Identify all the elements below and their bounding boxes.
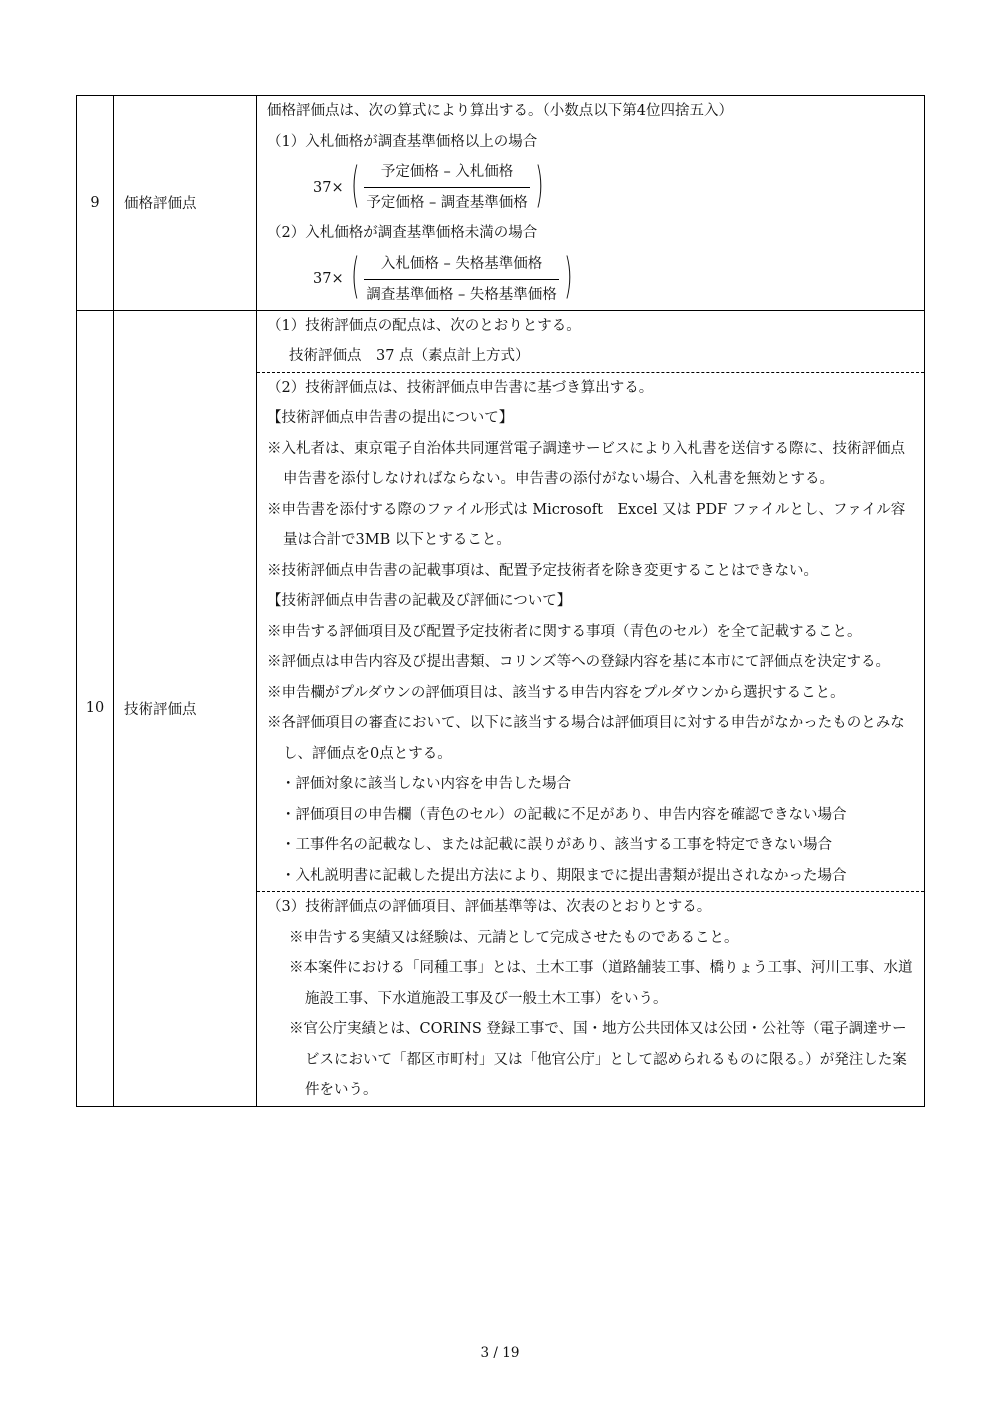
- section-2-head: （2）技術評価点は、技術評価点申告書に基づき算出する。: [267, 379, 654, 396]
- denominator: 調査基準価格 – 失格基準価格: [364, 279, 558, 306]
- section-1: [257, 311, 924, 372]
- page-number: 3 / 19: [480, 1345, 520, 1361]
- evaluation-table: [76, 95, 925, 1107]
- list-item: ※入札者は、東京電子自治体共同運営電子調達サービスにより入札書を送信する際に、技術評価点申告書を添付しなければならない。申告書の添付がない場合、入札書を無効とする。: [267, 440, 905, 487]
- bullet-item: ・評価項目の申告欄（青色のセル）の記載に不足があり、申告内容を確認できない場合: [281, 806, 847, 823]
- bullet-item: ・入札説明書に記載した提出方法により、期限までに提出書類が提出されなかった場合: [281, 867, 847, 884]
- price-intro: 価格評価点は、次の算式により算出する。（小数点以下第4位四捨五入）: [267, 103, 733, 119]
- table-row-price-evaluation: [77, 96, 925, 311]
- right-paren: ): [534, 156, 544, 213]
- list-item: ※官公庁実績とは、CORINS 登録工事で、国・地方公共団体又は公団・公社等（電子調達サービスにおいて「都区市町村」又は「他官公庁」として認められるものに限る。）が発注した案件をいう。: [289, 1021, 907, 1098]
- price-case-1: （1）入札価格が調査基準価格以上の場合: [267, 133, 538, 150]
- section-3-head: （3）技術評価点の評価項目、評価基準等は、次表のとおりとする。: [267, 899, 712, 915]
- list-item: ※技術評価点申告書の記載事項は、配置予定技術者を除き変更することはできない。: [267, 562, 818, 579]
- section-1-line: 技術評価点 37 点（素点計上方式）: [289, 348, 530, 364]
- section-1-head: （1）技術評価点の配点は、次のとおりとする。: [267, 317, 581, 334]
- fraction: [364, 253, 558, 306]
- left-paren: (: [350, 248, 360, 304]
- list-item: ※各評価項目の審査において、以下に該当する場合は評価項目に対する申告がなかったものとみなし、評価点を0点とする。: [267, 715, 905, 762]
- formula-1: [267, 157, 914, 218]
- right-paren: ): [563, 248, 573, 304]
- row-label: 価格評価点: [114, 96, 257, 311]
- bullet-item: ・評価対象に該当しない内容を申告した場合: [281, 776, 571, 792]
- section-2-sub1-title: 【技術評価点申告書の提出について】: [267, 410, 514, 426]
- section-2-sub2-title: 【技術評価点申告書の記載及び評価について】: [267, 593, 572, 609]
- section-2: [257, 372, 924, 892]
- bullet-item: ・工事件名の記載なし、または記載に誤りがあり、該当する工事を特定できない場合: [281, 837, 832, 853]
- formula-coefficient: 37×: [313, 271, 344, 287]
- price-case-2: （2）入札価格が調査基準価格未満の場合: [267, 225, 538, 241]
- formula-coefficient: 37×: [313, 179, 344, 196]
- list-item: ※申告する実績又は経験は、元請として完成させたものであること。: [289, 929, 739, 946]
- numerator: 入札価格 – 失格基準価格: [380, 255, 543, 272]
- row-number: 9: [77, 96, 114, 311]
- fraction: [364, 161, 529, 214]
- row-content: [257, 310, 925, 1106]
- row-label: 技術評価点: [114, 310, 257, 1106]
- list-item: ※申告書を添付する際のファイル形式は Microsoft Excel 又は PDF ファイルとし、ファイル容量は合計で3MB 以下とすること。: [267, 501, 906, 548]
- row-number: 10: [77, 310, 114, 1106]
- formula-2: [267, 249, 914, 310]
- numerator: 予定価格 – 入札価格: [380, 164, 514, 180]
- left-paren: (: [350, 156, 360, 213]
- table-row-technical-evaluation: [77, 310, 925, 1106]
- list-item: ※評価点は申告内容及び提出書類、コリンズ等への登録内容を基に本市にて評価点を決定する。: [267, 654, 891, 670]
- list-item: ※申告する評価項目及び配置予定技術者に関する事項（青色のセル）を全て記載すること。: [267, 623, 862, 640]
- row-content: [257, 96, 925, 311]
- list-item: ※申告欄がプルダウンの評価項目は、該当する申告内容をプルダウンから選択すること。: [267, 684, 845, 701]
- list-item: ※本案件における「同種工事」とは、土木工事（道路舗装工事、橋りょう工事、河川工事、水道施設工事、下水道施設工事及び一般土木工事）をいう。: [289, 960, 913, 1007]
- section-3: [257, 891, 924, 1106]
- denominator: 予定価格 – 調査基準価格: [364, 187, 529, 214]
